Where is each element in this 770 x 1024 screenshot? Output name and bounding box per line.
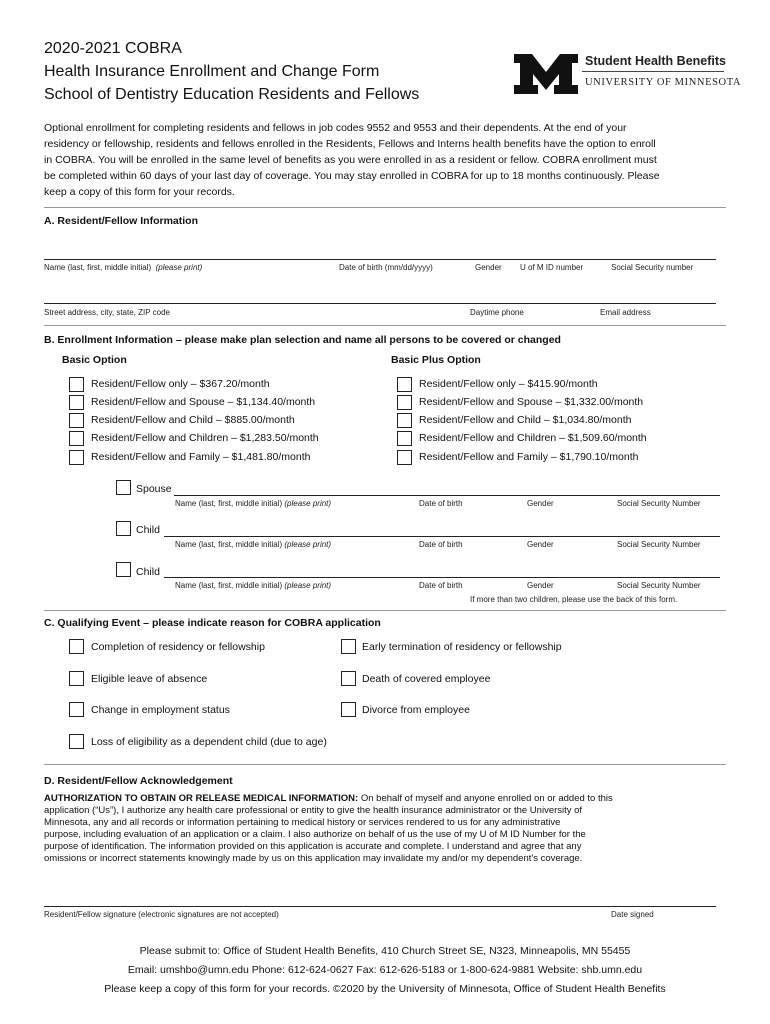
completion-checkbox[interactable] <box>69 639 84 654</box>
plus-option-label: Resident/Fellow and Family – $1,790.10/month <box>419 451 639 463</box>
authorization-text: AUTHORIZATION TO OBTAIN OR RELEASE MEDICAL INFORMATION: On behalf of myself and anyone enrolled on or added to this application (“Us”), I authorize any health care professional or entity to give the health insurance administrator or the University of Minnesota, any and all records or information pertaining to medical history or services rendered to us for any administrative purpose, including evaluation of an application or a claim. I also authorize on behalf of us the use of my U of M ID Number for the purpose of identification. The information provided on this application is accurate and complete. I understand and agree that any omissions or incorrect statements knowingly made by us on this application may invalidate my and/or my dependent's coverage. <box>44 793 613 864</box>
leave-of-absence-checkbox[interactable] <box>69 671 84 686</box>
form-title-line2: Health Insurance Enrollment and Change Form <box>44 63 380 80</box>
intro-text: Optional enrollment for completing residents and fellows in job codes 9552 and 9553 and their dependents. At the end of your residency or fellowship, residents and fellows enrolled in the Residents, Fellows and Interns health benefits have the option to enroll in COBRA. You will be enrolled in the same level of benefits as you were enrolled in as a resident or fellow. COBRA enrollment must be completed within 60 days of your last day of coverage. You may stay enrolled in COBRA for up to 18 months continuously. Please keep a copy of this form for your records. <box>44 122 660 198</box>
divider <box>44 207 726 208</box>
spouse-checkbox[interactable] <box>116 480 131 495</box>
umid-label: U of M ID number <box>520 263 584 272</box>
university-logo <box>514 54 578 94</box>
more-children-note: If more than two children, please use the back of this form. <box>470 595 678 604</box>
event-label: Eligible leave of absence <box>91 673 208 685</box>
block-m-icon <box>514 54 578 94</box>
dependent-dob-label: Date of birth <box>419 581 463 590</box>
dependent-ssn-label: Social Security Number <box>617 581 701 590</box>
event-label: Early termination of residency or fellowship <box>362 641 562 653</box>
basic-option-label: Resident/Fellow and Child – $885.00/month <box>91 414 295 426</box>
plus-children-checkbox[interactable] <box>397 431 412 446</box>
spouse-info-line[interactable] <box>174 495 720 496</box>
signature-line[interactable] <box>44 906 716 907</box>
basic-option-label: Resident/Fellow only – $367.20/month <box>91 378 270 390</box>
dependent-gender-label: Gender <box>527 581 554 590</box>
child-1-checkbox[interactable] <box>116 521 131 536</box>
early-termination-checkbox[interactable] <box>341 639 356 654</box>
event-label: Completion of residency or fellowship <box>91 641 265 653</box>
child-1-info-line[interactable] <box>164 536 720 537</box>
plus-child-checkbox[interactable] <box>397 413 412 428</box>
divorce-checkbox[interactable] <box>341 702 356 717</box>
death-checkbox[interactable] <box>341 671 356 686</box>
plus-only-checkbox[interactable] <box>397 377 412 392</box>
brand-university: UNIVERSITY OF MINNESOTA <box>585 77 742 88</box>
child-label: Child <box>136 566 160 578</box>
basic-only-checkbox[interactable] <box>69 377 84 392</box>
event-label: Divorce from employee <box>362 704 470 716</box>
child-2-info-line[interactable] <box>164 577 720 578</box>
basic-plus-option-heading: Basic Plus Option <box>391 354 481 366</box>
footer-submit: Please submit to: Office of Student Health Benefits, 410 Church Street SE, N323, Minneapolis, MN 55455 <box>139 945 631 957</box>
section-b-title: B. Enrollment Information – please make plan selection and name all persons to be covered or changed <box>44 334 561 346</box>
resident-info-line-1[interactable] <box>44 259 716 260</box>
plus-option-label: Resident/Fellow only – $415.90/month <box>419 378 598 390</box>
footer-contact: Email: umshbo@umn.edu Phone: 612-624-0627 Fax: 612-626-5183 or 1-800-624-9881 Website: shb.umn.edu <box>127 964 643 976</box>
dependent-dob-label: Date of birth <box>419 540 463 549</box>
section-c-title: C. Qualifying Event – please indicate reason for COBRA application <box>44 617 381 629</box>
dependent-name-label: Name (last, first, middle initial) (please print) <box>175 499 332 508</box>
child-label: Child <box>136 524 160 536</box>
divider <box>44 325 726 326</box>
dependent-gender-label: Gender <box>527 499 554 508</box>
employment-change-checkbox[interactable] <box>69 702 84 717</box>
section-d-title: D. Resident/Fellow Acknowledgement <box>44 775 233 787</box>
brand-title: Student Health Benefits <box>585 54 726 68</box>
child-2-checkbox[interactable] <box>116 562 131 577</box>
dependent-ssn-label: Social Security Number <box>617 499 701 508</box>
event-label: Change in employment status <box>91 704 230 716</box>
dependent-name-label: Name (last, first, middle initial) (please print) <box>175 581 332 590</box>
dob-label: Date of birth (mm/dd/yyyy) <box>339 263 433 272</box>
basic-option-label: Resident/Fellow and Family – $1,481.80/month <box>91 451 311 463</box>
email-label: Email address <box>600 308 651 317</box>
name-label: Name (last, first, middle initial) (please print) <box>44 263 203 272</box>
phone-label: Daytime phone <box>470 308 524 317</box>
dependent-name-label: Name (last, first, middle initial) (please print) <box>175 540 332 549</box>
section-a-title: A. Resident/Fellow Information <box>44 215 199 227</box>
plus-option-label: Resident/Fellow and Child – $1,034.80/month <box>419 414 632 426</box>
basic-child-checkbox[interactable] <box>69 413 84 428</box>
form-title-line1: 2020-2021 COBRA <box>44 40 182 57</box>
dependent-gender-label: Gender <box>527 540 554 549</box>
basic-children-checkbox[interactable] <box>69 431 84 446</box>
event-label: Death of covered employee <box>362 673 491 685</box>
basic-option-heading: Basic Option <box>62 354 127 366</box>
plus-option-label: Resident/Fellow and Spouse – $1,332.00/month <box>419 396 644 408</box>
basic-option-label: Resident/Fellow and Children – $1,283.50/month <box>91 432 319 444</box>
date-signed-label: Date signed <box>611 910 654 919</box>
brand-divider <box>582 71 724 72</box>
ssn-label: Social Security number <box>611 263 694 272</box>
form-title-line3: School of Dentistry Education Residents and Fellows <box>44 86 420 103</box>
divider <box>44 610 726 611</box>
address-label: Street address, city, state, ZIP code <box>44 308 170 317</box>
dependent-ssn-label: Social Security Number <box>617 540 701 549</box>
plus-spouse-checkbox[interactable] <box>397 395 412 410</box>
footer-copyright: Please keep a copy of this form for your records. ©2020 by the University of Minnesota, Office of Student Health Benefits <box>104 983 666 995</box>
gender-label: Gender <box>475 263 502 272</box>
dependent-dob-label: Date of birth <box>419 499 463 508</box>
basic-family-checkbox[interactable] <box>69 450 84 465</box>
divider <box>44 764 726 765</box>
resident-info-line-2[interactable] <box>44 303 716 304</box>
event-label: Loss of eligibility as a dependent child (due to age) <box>91 736 327 748</box>
basic-spouse-checkbox[interactable] <box>69 395 84 410</box>
spouse-label: Spouse <box>136 483 172 495</box>
signature-label: Resident/Fellow signature (electronic signatures are not accepted) <box>44 910 279 919</box>
loss-of-eligibility-checkbox[interactable] <box>69 734 84 749</box>
plus-option-label: Resident/Fellow and Children – $1,509.60/month <box>419 432 647 444</box>
plus-family-checkbox[interactable] <box>397 450 412 465</box>
basic-option-label: Resident/Fellow and Spouse – $1,134.40/month <box>91 396 316 408</box>
